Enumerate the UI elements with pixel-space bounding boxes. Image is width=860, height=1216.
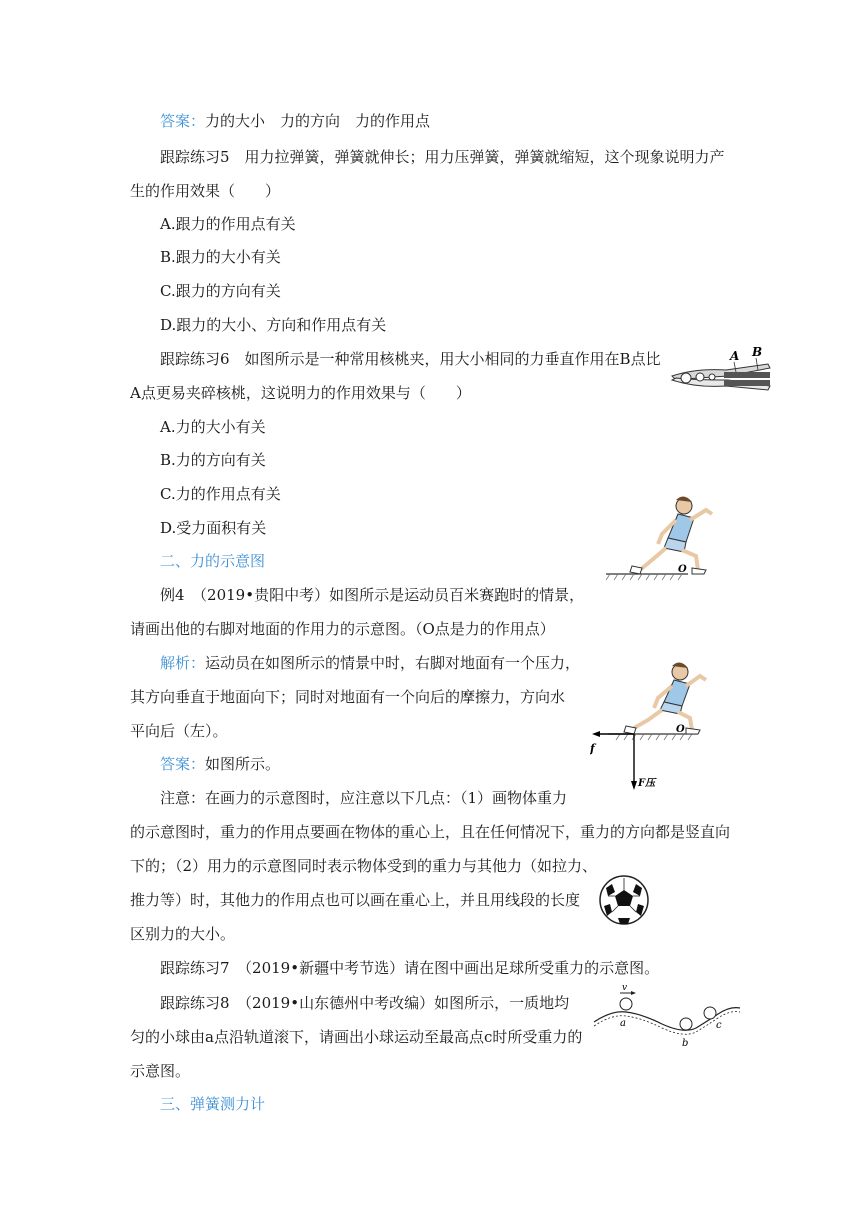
- analysis-line2: 其方向垂直于地面向下；同时对地面有一个向后的摩擦力，方向水: [130, 688, 566, 706]
- section-title-spring-scale: 三、弹簧测力计: [160, 1095, 266, 1113]
- nutcracker-figure: [666, 346, 776, 400]
- track-figure: [592, 984, 742, 1050]
- answer-line: [160, 111, 430, 131]
- label-f-press: F压: [638, 778, 656, 789]
- exercise5-option-a: A.跟力的作用点有关: [160, 215, 296, 233]
- analysis-line1: [160, 653, 580, 673]
- section-title-force-diagram: 二、力的示意图: [160, 552, 266, 570]
- example4-line2: 请画出他的右脚对地面的作用力的示意图。（O点是力的作用点）: [130, 620, 555, 638]
- note-line3: 下的；（2）用力的示意图同时表示物体受到的重力与其他力（如拉力、: [130, 857, 598, 875]
- exercise6-question-line1: 跟踪练习6 如图所示是一种常用核桃夹，用大小相同的力垂直作用在B点比: [160, 350, 661, 368]
- label-a: A: [730, 349, 740, 363]
- exercise6-option-b: B.力的方向有关: [160, 451, 266, 469]
- label-v: v: [622, 984, 628, 993]
- label-o2: O: [676, 724, 685, 735]
- note-line2: 的示意图时，重力的作用点要画在物体的重心上，且在任何情况下，重力的方向都是竖直向: [130, 823, 731, 841]
- label-b-track: b: [682, 1038, 689, 1049]
- analysis-line3: 平向后（左）。: [130, 722, 228, 740]
- exercise6-option-a: A.力的大小有关: [160, 418, 266, 436]
- exercise7-line: 跟踪练习7 （2019•新疆中考节选）请在图中画出足球所受重力的示意图。: [160, 959, 660, 977]
- exercise5-option-c: C.跟力的方向有关: [160, 282, 281, 300]
- answer2-label: 答案：: [160, 755, 206, 773]
- exercise5-option-d: D.跟力的大小、方向和作用点有关: [160, 316, 387, 334]
- soccer-ball-figure: [598, 874, 650, 926]
- exercise6-option-c: C.力的作用点有关: [160, 485, 281, 503]
- example4-line1: 例4 （2019•贵阳中考）如图所示是运动员百米赛跑时的情景，: [160, 586, 585, 604]
- note-line5: 区别力的大小。: [130, 925, 236, 943]
- label-b: B: [752, 346, 763, 359]
- answer-text: 力的大小 力的方向 力的作用点: [205, 112, 431, 130]
- note-line1: 注意：在画力的示意图时，应注意以下几点：（1）画物体重力: [160, 789, 568, 807]
- exercise8-line3: 示意图。: [130, 1062, 191, 1080]
- exercise6-option-d: D.受力面积有关: [160, 519, 267, 537]
- exercise8-line1: 跟踪练习8 （2019•山东德州中考改编）如图所示，一质地均: [160, 994, 570, 1012]
- note-line4: 推力等）时，其他力的作用点也可以画在重心上，并且用线段的长度: [130, 891, 581, 909]
- label-a-track: a: [620, 1018, 626, 1029]
- runner-figure: [606, 494, 724, 586]
- analysis-label: 解析：: [160, 654, 206, 672]
- exercise8-line2: 匀的小球由a点沿轨道滚下，请画出小球运动至最高点c时所受重力的: [130, 1028, 583, 1046]
- label-o: O: [678, 564, 687, 575]
- exercise6-question-line2: A点更易夹碎核桃，这说明力的作用效果与（ ）: [130, 384, 471, 402]
- answer2-line: [160, 754, 280, 774]
- answer2-text: 如图所示。: [205, 755, 281, 773]
- exercise5-question-line1: 跟踪练习5 用力拉弹簧，弹簧就伸长；用力压弹簧，弹簧就缩短，这个现象说明力产: [160, 148, 725, 166]
- analysis-text1: 运动员在如图所示的情景中时，右脚对地面有一个压力，: [205, 654, 581, 672]
- runner-force-figure: [590, 662, 718, 794]
- answer-label: 答案：: [160, 112, 206, 130]
- exercise5-question-line2: 生的作用效果（ ）: [130, 182, 281, 200]
- exercise5-option-b: B.跟力的大小有关: [160, 248, 281, 266]
- label-c-track: c: [716, 1020, 722, 1031]
- label-f: f: [590, 742, 595, 755]
